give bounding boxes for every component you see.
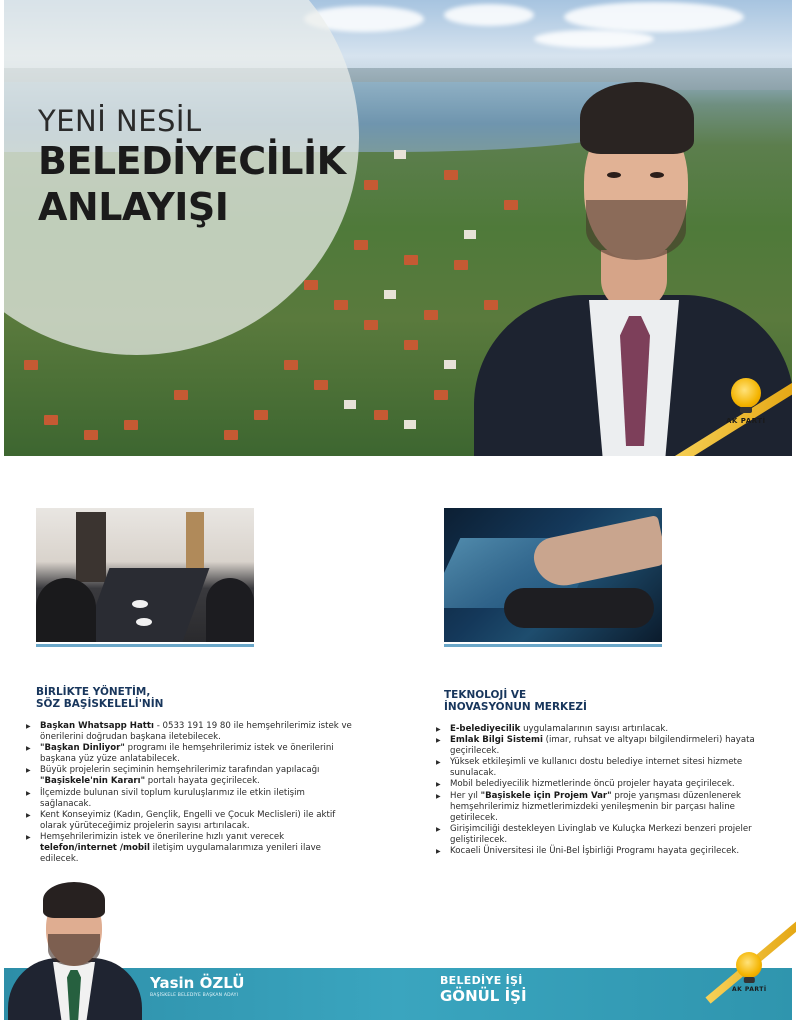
slogan-line1: BELEDİYE İŞİ [440, 974, 523, 987]
slogan [440, 974, 527, 1005]
slogan-line2: GÖNÜL İŞİ [440, 987, 527, 1005]
list-item: ▶ Mobil belediyecilik hizmetlerinde öncü projeler hayata geçirilecek. [436, 779, 762, 790]
list-item: ▶ "Başkan Dinliyor" programı ile hemşehrilerimiz istek ve önerilerini başkana yüz yüze anlatabilecek. [26, 743, 356, 765]
footer-party-label: AK PARTİ [732, 986, 767, 993]
list-item: ▶ Hemşehrilerimizin istek ve önerilerine hızlı yanıt verecek telefon/internet /mobil iletişim uygulamalarımıza yenileri ilave edilecek. [26, 832, 356, 865]
left-section-list [26, 721, 356, 865]
left-section-title: BİRLİKTE YÖNETİM, SÖZ BAŞİSKELELİ'NİN [36, 686, 164, 710]
list-item: ▶ Kocaeli Üniversitesi ile Üni-Bel İşbirliği Programı hayata geçirilecek. [436, 846, 762, 857]
list-item: ▶ Büyük projelerin seçiminin hemşehrilerimiz tarafından yapılacağı "Başiskele'nin Kararı" portalı hayata geçirilecek. [26, 765, 356, 787]
cover-photo [4, 0, 792, 456]
footer-ak-parti-logo [732, 952, 767, 993]
lightbulb-icon [736, 952, 762, 978]
meeting-photo [36, 508, 254, 642]
candidate-name: Yasin ÖZLÜ [150, 974, 245, 992]
technology-photo [444, 508, 662, 642]
meeting-photo-underline [36, 644, 254, 647]
lightbulb-icon [731, 378, 761, 408]
list-item: ▶ Girişimciliği destekleyen Livinglab ve Kuluçka Merkezi benzeri projeler geliştirilecek. [436, 824, 762, 846]
list-item: ▶ E-belediyecilik uygulamalarının sayısı artırılacak. [436, 724, 762, 735]
list-item: ▶ Kent Konseyimiz (Kadın, Gençlik, Engelli ve Çocuk Meclisleri) ile aktif olarak yürüteceğimiz projelerin sayısı artırılacak. [26, 810, 356, 832]
manifesto-page [4, 462, 792, 1024]
ak-parti-logo [726, 378, 766, 425]
right-section-title: TEKNOLOJİ VE İNOVASYONUN MERKEZİ [444, 689, 587, 713]
headline-line1: YENİ NESİL [38, 104, 202, 138]
party-label: AK PARTİ [726, 417, 766, 425]
list-item: ▶ Başkan Whatsapp Hattı - 0533 191 19 80 ile hemşehrilerimiz istek ve önerilerini doğrudan başkana iletebilecek. [26, 721, 356, 743]
technology-photo-underline [444, 644, 662, 647]
list-item: ▶ Yüksek etkileşimli ve kullanıcı dostu belediye internet sitesi hizmete sunulacak. [436, 757, 762, 779]
list-item: ▶ İlçemizde bulunan sivil toplum kuruluşlarımız ile etkin iletişim sağlanacak. [26, 788, 356, 810]
list-item: ▶ Emlak Bilgi Sistemi (imar, ruhsat ve altyapı bilgilendirmeleri) hayata geçirilecek. [436, 735, 762, 757]
headline [38, 104, 346, 230]
right-section-list [436, 724, 762, 857]
headline-line2: BELEDİYECİLİK [38, 139, 346, 183]
list-item: ▶ Her yıl "Başiskele için Projem Var" proje yarışması düzenlenerek hemşehrilerimiz hizmetlerimizdeki yenileşmenin bir parçası haline getirilecek. [436, 791, 762, 824]
candidate-small-portrait [8, 878, 142, 1020]
candidate-title: BAŞİSKELE BELEDİYE BAŞKAN ADAYI [150, 993, 239, 998]
headline-line3: ANLAYIŞI [38, 185, 229, 229]
